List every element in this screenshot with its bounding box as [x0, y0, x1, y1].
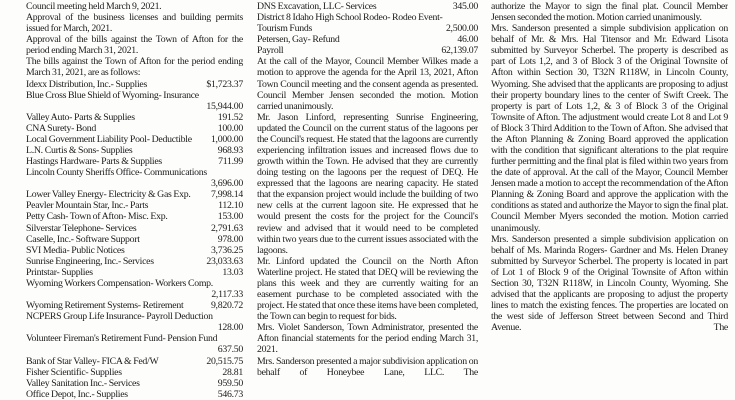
- bill-amount: 100.00: [217, 122, 243, 134]
- bill-amount: 968.93: [217, 145, 243, 157]
- bill-payee: Wyoming Workers Compensation- Workers Comp.: [26, 277, 213, 289]
- bill-amount: 28.81: [222, 366, 243, 378]
- paragraph: At the call of the Mayor, Council Member Wilkes made a motion to approve the agenda for the April 13, 2021, Afton Town Council meeting and the consent agenda as presented. Council Member Jensen seconded the motion. Motion carried unanimously.: [257, 56, 478, 112]
- bill-line-item: [26, 389, 243, 400]
- bill-amount: 128.00: [217, 322, 243, 334]
- bill-payee: Wyoming Retirement Systems- Retirement: [26, 300, 184, 312]
- bill-line-item: [26, 245, 243, 256]
- bill-line-continuation: [257, 23, 478, 34]
- bill-payee: Valley Sanitation Inc.- Services: [26, 377, 140, 389]
- bill-payee: Idexx Distribution, Inc.- Supplies: [26, 78, 148, 90]
- bill-amount: 3,696.00: [210, 178, 243, 190]
- bill-amount: 2,500.00: [445, 23, 478, 35]
- bill-amount: 23,033.63: [206, 255, 243, 267]
- paragraph: Mrs. Sanderson presented a simple subdivision application on behalf of Mr. & Mrs. Hal Titensor and Mr. Edward Lisota submitted by Surveyor Scherbel. The property is described as part of Lots 1,2, and 3 of Block 3 of the Original Townsite of Afton within Section 30, T32N R118W, in Lincoln County, Wyoming. She advised that the applicants are proposing to adjust their property boundary lines to the center of Swift Creek. The property is part of Lots 1,2, & 3 of Block 3 of the Original Townsite of Afton. The adjustment would create Lot 8 and Lot 9 of Block 3 Third Addition to the Town of Afton. She advised that the Afton Planning & Zoning Board approved the application with the condition that significant alterations to the plat require further permitting and the final plat is filed within two years from the date of approval. At the call of the Mayor, Council Member Jensen made a motion to accept the recommendation of the Afton Planning & Zoning Board and approve the application with the conditions as stated and authorize the Mayor to sign the final plat. Council Member Myers seconded the motion. Motion carried unanimously.: [491, 23, 728, 234]
- bill-line-item: [26, 145, 243, 156]
- bill-payee: Sunrise Engineering, Inc.- Services: [26, 255, 154, 267]
- bill-line-item: [26, 79, 243, 90]
- bill-amount: 13.03: [222, 266, 243, 278]
- bill-line-item: [26, 189, 243, 200]
- bill-payee: CNA Surety- Bond: [26, 122, 97, 134]
- bill-amount: 2,791.63: [210, 222, 243, 234]
- bill-line-item: [26, 211, 243, 222]
- paragraph: The bills against the Town of Afton for the period ending March 31, 2021, are as follows:: [26, 56, 243, 79]
- bill-line-item: [26, 167, 243, 189]
- bill-payee: Petersen, Gay- Refund: [257, 34, 340, 46]
- bill-line-item: [26, 267, 243, 278]
- bill-amount: 15,944.00: [206, 100, 243, 112]
- bill-payee: DNS Excavation, LLC- Services: [257, 1, 377, 12]
- bill-payee: Tourism Funds: [257, 23, 312, 35]
- bill-line-item: [26, 278, 243, 300]
- paragraph: Approval of the business licenses and building permits issued for March, 2021.: [26, 12, 243, 35]
- bill-payee: Volunteer Fireman's Retirement Fund- Pension Fund: [26, 333, 218, 345]
- bill-payee: Printstar- Supplies: [26, 266, 93, 278]
- column-right: [491, 1, 728, 400]
- bill-payee: Silverstar Telephone- Services: [26, 222, 137, 234]
- bill-payee: District 8 Idaho High School Rodeo- Rodeo Event-: [257, 12, 443, 24]
- bill-line-item: [26, 134, 243, 145]
- bill-amount: 153.00: [217, 211, 243, 223]
- bill-line-item: [26, 123, 243, 134]
- bill-payee: Bank of Star Valley- FICA & Fed/W: [26, 355, 159, 367]
- bill-amount: 1,000.00: [210, 133, 243, 145]
- bill-line-item: [26, 112, 243, 123]
- bill-line-item: [26, 256, 243, 267]
- bill-payee: Lincoln County Sheriffs Office- Communications: [26, 167, 207, 179]
- paragraph: Council meeting held March 9, 2021.: [26, 1, 162, 12]
- bill-amount: $1,723.37: [206, 78, 243, 90]
- bill-amount: 345.00: [452, 1, 478, 12]
- bill-line-item: [26, 367, 243, 378]
- bill-line-item: [26, 356, 243, 367]
- bill-payee: NCPERS Group Life Insurance- Payroll Deduction: [26, 311, 213, 323]
- bill-line-item: [257, 45, 478, 56]
- bill-payee: Hastings Hardware- Parts & Supplies: [26, 156, 162, 168]
- bill-line-item: [26, 378, 243, 389]
- paragraph: Mr. Jason Linford, representing Sunrise Engineering, updated the Council on the current status of the lagoons per the Council's request. He stated that the lagoons are currently experiencing infiltration issues and increased flows due to growth within the Town. He advised that they are currently doing testing on the lagoons per the request of DEQ. He expressed that the lagoons are nearing capacity. He stated that the expansion project would include the building of two new cells at the current lagoon site. He expressed that he would present the costs for the project for the Council's review and advised that it would need to be completed within two years due to the current issues associated with the lagoons.: [257, 111, 478, 256]
- bill-line-item: [26, 234, 243, 245]
- bill-amount: 978.00: [217, 233, 243, 245]
- bill-payee: Local Government Liability Pool- Deductible: [26, 133, 192, 145]
- paragraph: Mrs. Violet Sanderson, Town Administrator, presented the Afton financial statements for the period ending March 31, 2021.: [257, 322, 478, 356]
- bill-line-item: [257, 12, 478, 34]
- bill-amount: 9,820.72: [210, 300, 243, 312]
- bill-amount: 546.73: [217, 388, 243, 400]
- bill-payee: Payroll: [257, 45, 284, 57]
- bill-amount: 7,998.14: [210, 189, 243, 201]
- bill-line-item: [257, 1, 478, 12]
- bill-amount: 46.00: [457, 34, 478, 46]
- bill-amount: 62,139.07: [441, 45, 478, 57]
- paragraph: Mrs. Sanderson presented a simple subdivision application on behalf of Ms. Marinda Rogers- Gardner and Ms. Helen Draney submitted by Surveyor Scherbel. The property is located in part of Lot 1 of Block 9 of the Original Townsite of Afton within Section 30, T32N R118W, in Lincoln County, Wyoming. She advised that the applicants are proposing to adjust the property lines to match the existing fences. The properties are located on the west side of Jefferson Street between Second and Third Avenue. The: [491, 233, 728, 334]
- bill-payee: Lower Valley Energy- Electricity & Gas Exp.: [26, 189, 191, 201]
- bill-amount: 20,515.75: [206, 355, 243, 367]
- bill-line-item: [26, 200, 243, 211]
- bill-payee: Peavler Mountain Star, Inc.- Parts: [26, 200, 149, 212]
- bill-line-item: [26, 311, 243, 333]
- bill-line-item: [26, 333, 243, 355]
- bill-payee: Petty Cash- Town of Afton- Misc. Exp.: [26, 211, 168, 223]
- bill-payee: Office Depot, Inc.- Supplies: [26, 388, 128, 400]
- bill-amount: 112.10: [218, 200, 243, 212]
- bill-payee: Fisher Scientific- Supplies: [26, 366, 122, 378]
- column-left: [26, 1, 243, 400]
- paragraph: Mr. Linford updated the Council on the North Afton Waterline project. He stated that DEQ will be reviewing the plans this week and they are currently waiting for an easement purchase to be completed associated with the project. He stated that once these items have been completed, the Town can begin to request for bids.: [257, 255, 478, 323]
- bill-payee: SVI Media- Public Notices: [26, 244, 125, 256]
- bill-amount: 959.50: [217, 377, 243, 389]
- column-middle: [257, 1, 478, 400]
- bill-amount: 191.52: [217, 111, 243, 123]
- bill-amount: 3,736.25: [210, 244, 243, 256]
- bill-payee: Valley Auto- Parts & Supplies: [26, 111, 135, 123]
- bill-payee: Caselle, Inc.- Software Support: [26, 233, 140, 245]
- bill-line-item: [26, 300, 243, 311]
- paragraph: Mrs. Sanderson presented a major subdivision application on behalf of Honeybee Lane, LLC. The: [257, 355, 478, 378]
- bill-line-item: [26, 156, 243, 167]
- bill-line-item: [257, 34, 478, 45]
- paragraph: Approval of the bills against the Town of Afton for the period ending March 31, 2021.: [26, 34, 243, 57]
- bill-line-item: [26, 90, 243, 112]
- bill-amount: 637.50: [217, 344, 243, 356]
- bill-amount: 711.99: [218, 156, 243, 168]
- bill-payee: Blue Cross Blue Shield of Wyoming- Insurance: [26, 89, 199, 101]
- paragraph: authorize the Mayor to sign the final plat. Council Member Jensen seconded the motion. Motion carried unanimously.: [491, 1, 728, 24]
- bill-payee: L.N. Curtis & Sons- Supplies: [26, 145, 133, 157]
- bill-line-item: [26, 223, 243, 234]
- bill-amount: 2,117.33: [211, 289, 243, 301]
